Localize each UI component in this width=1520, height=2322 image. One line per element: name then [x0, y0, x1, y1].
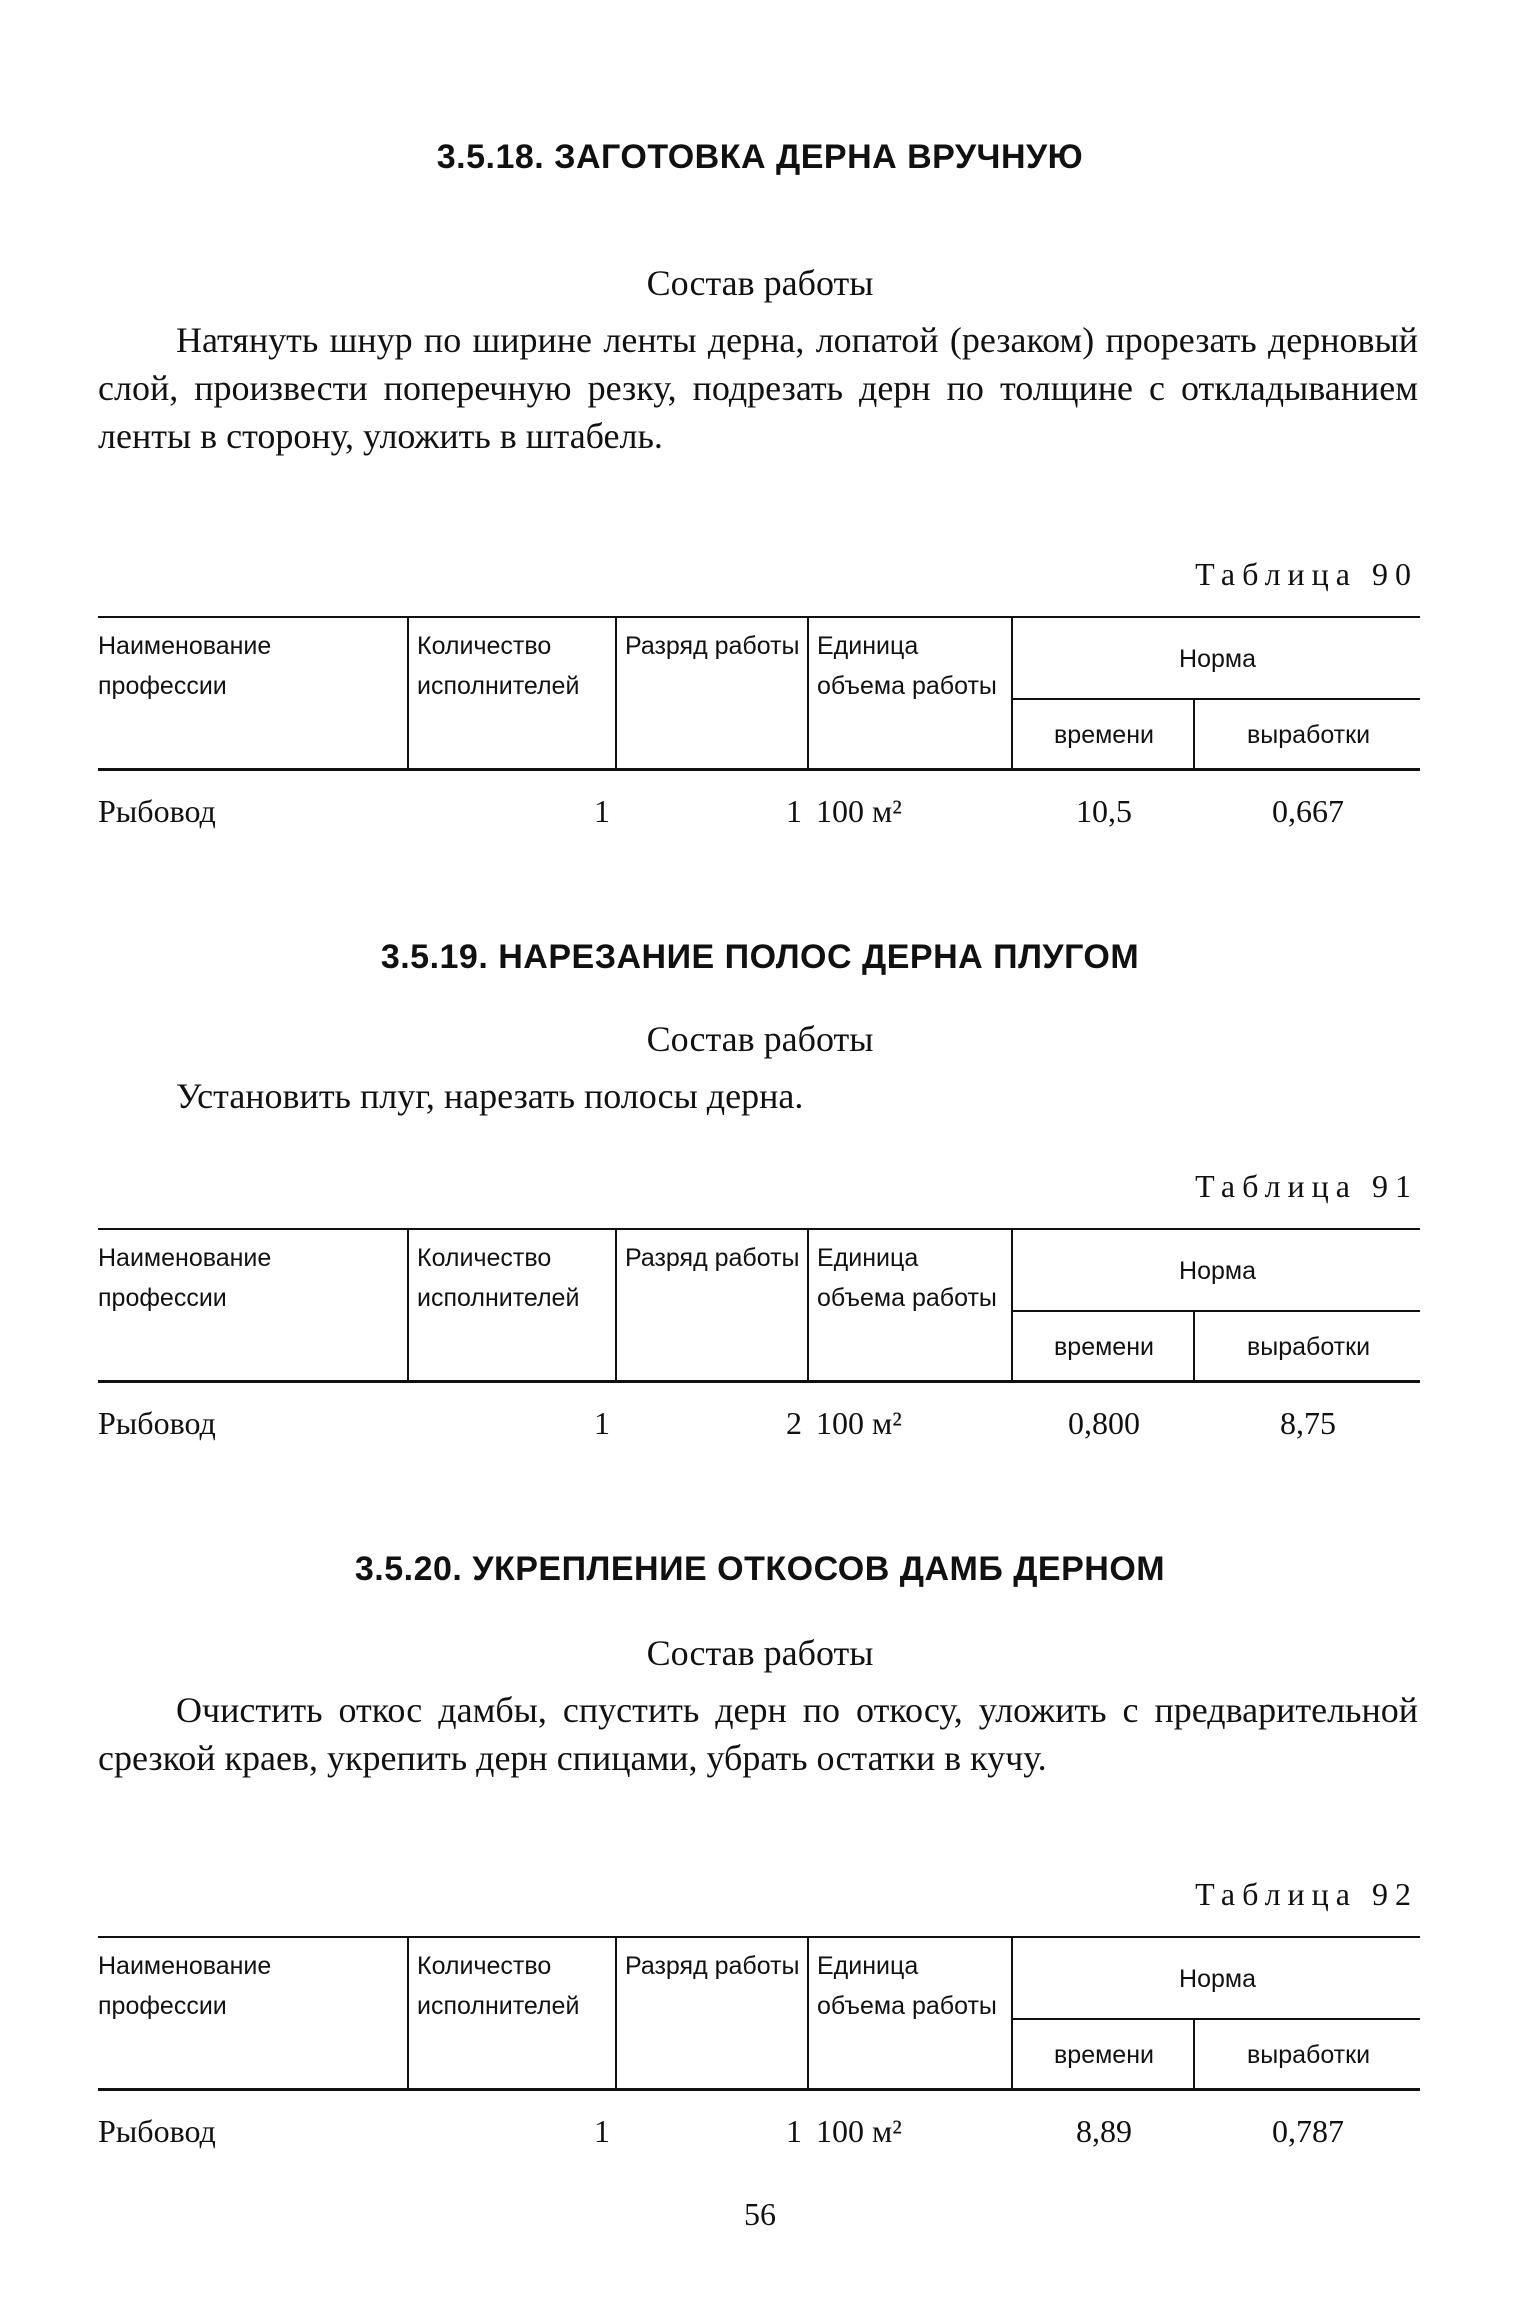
cell-count: 1: [594, 793, 610, 829]
cell-output: 8,75: [1280, 1405, 1336, 1441]
work-composition-subheading: Состав работы: [646, 1019, 874, 1059]
table-row: [98, 2090, 1420, 2155]
table-row: [98, 770, 1420, 835]
header-unit: Единица объема работы: [808, 1937, 1012, 2090]
cell-time: 8,89: [1076, 2113, 1132, 2149]
header-profession: Наименование профессии: [98, 617, 408, 770]
section-heading: 3.5.20. УКРЕПЛЕНИЕ ОТКОСОВ ДАМБ ДЕРНОМ: [354, 1550, 1166, 1588]
header-count: Количество исполнителей: [408, 1937, 616, 2090]
cell-count: 1: [594, 1405, 610, 1441]
cell-profession: Рыбовод: [98, 1405, 216, 1441]
table-caption: Таблица 91: [1195, 1168, 1418, 1204]
cell-output: 0,667: [1272, 793, 1344, 829]
cell-unit: 100 м²: [816, 1405, 902, 1441]
work-description: Очистить откос дамбы, спустить дерн по откосу, уложить с предварительной срезкой краев, укрепить дерн спицами, убрать остатки в кучу.: [98, 1690, 1418, 1778]
norm-table: [98, 1936, 1420, 2154]
work-description: Натянуть шнур по ширине ленты дерна, лопатой (резаком) прорезать дерновый слой, произвести поперечную резку, подрезать дерн по толщине с откладыванием ленты в сторону, уложить в штабель.: [98, 320, 1418, 456]
header-profession: Наименование профессии: [98, 1937, 408, 2090]
header-grade: Разряд работы: [616, 1229, 808, 1382]
cell-count: 1: [594, 2113, 610, 2149]
header-grade: Разряд работы: [616, 617, 808, 770]
header-norm: Норма: [1012, 1229, 1420, 1311]
header-output: выработки: [1194, 699, 1420, 770]
header-grade: Разряд работы: [616, 1937, 808, 2090]
header-profession: Наименование профессии: [98, 1229, 408, 1382]
header-unit: Единица объема работы: [808, 617, 1012, 770]
cell-time: 10,5: [1076, 793, 1132, 829]
header-time: времени: [1012, 699, 1194, 770]
header-output: выработки: [1194, 2019, 1420, 2090]
cell-unit: 100 м²: [816, 2113, 902, 2149]
header-output: выработки: [1194, 1311, 1420, 1382]
header-norm: Норма: [1012, 617, 1420, 699]
header-unit: Единица объема работы: [808, 1229, 1012, 1382]
cell-grade: 1: [786, 2113, 802, 2149]
table-row: [98, 1382, 1420, 1447]
work-composition-subheading: Состав работы: [646, 263, 874, 303]
cell-profession: Рыбовод: [98, 793, 216, 829]
cell-time: 0,800: [1068, 1405, 1140, 1441]
section-heading: 3.5.18. ЗАГОТОВКА ДЕРНА ВРУЧНУЮ: [436, 138, 1084, 176]
header-count: Количество исполнителей: [408, 1229, 616, 1382]
header-norm: Норма: [1012, 1937, 1420, 2019]
norm-table: [98, 616, 1420, 834]
cell-unit: 100 м²: [816, 793, 902, 829]
table-caption: Таблица 92: [1195, 1876, 1418, 1912]
section-heading: 3.5.19. НАРЕЗАНИЕ ПОЛОС ДЕРНА ПЛУГОМ: [380, 938, 1140, 976]
header-time: времени: [1012, 2019, 1194, 2090]
cell-grade: 1: [786, 793, 802, 829]
cell-output: 0,787: [1272, 2113, 1344, 2149]
cell-profession: Рыбовод: [98, 2113, 216, 2149]
page-number: 56: [744, 2196, 776, 2232]
work-composition-subheading: Состав работы: [646, 1633, 874, 1673]
cell-grade: 2: [786, 1405, 802, 1441]
header-count: Количество исполнителей: [408, 617, 616, 770]
norm-table: [98, 1228, 1420, 1446]
work-description: Установить плуг, нарезать полосы дерна.: [176, 1076, 804, 1116]
table-caption: Таблица 90: [1195, 556, 1418, 592]
header-time: времени: [1012, 1311, 1194, 1382]
